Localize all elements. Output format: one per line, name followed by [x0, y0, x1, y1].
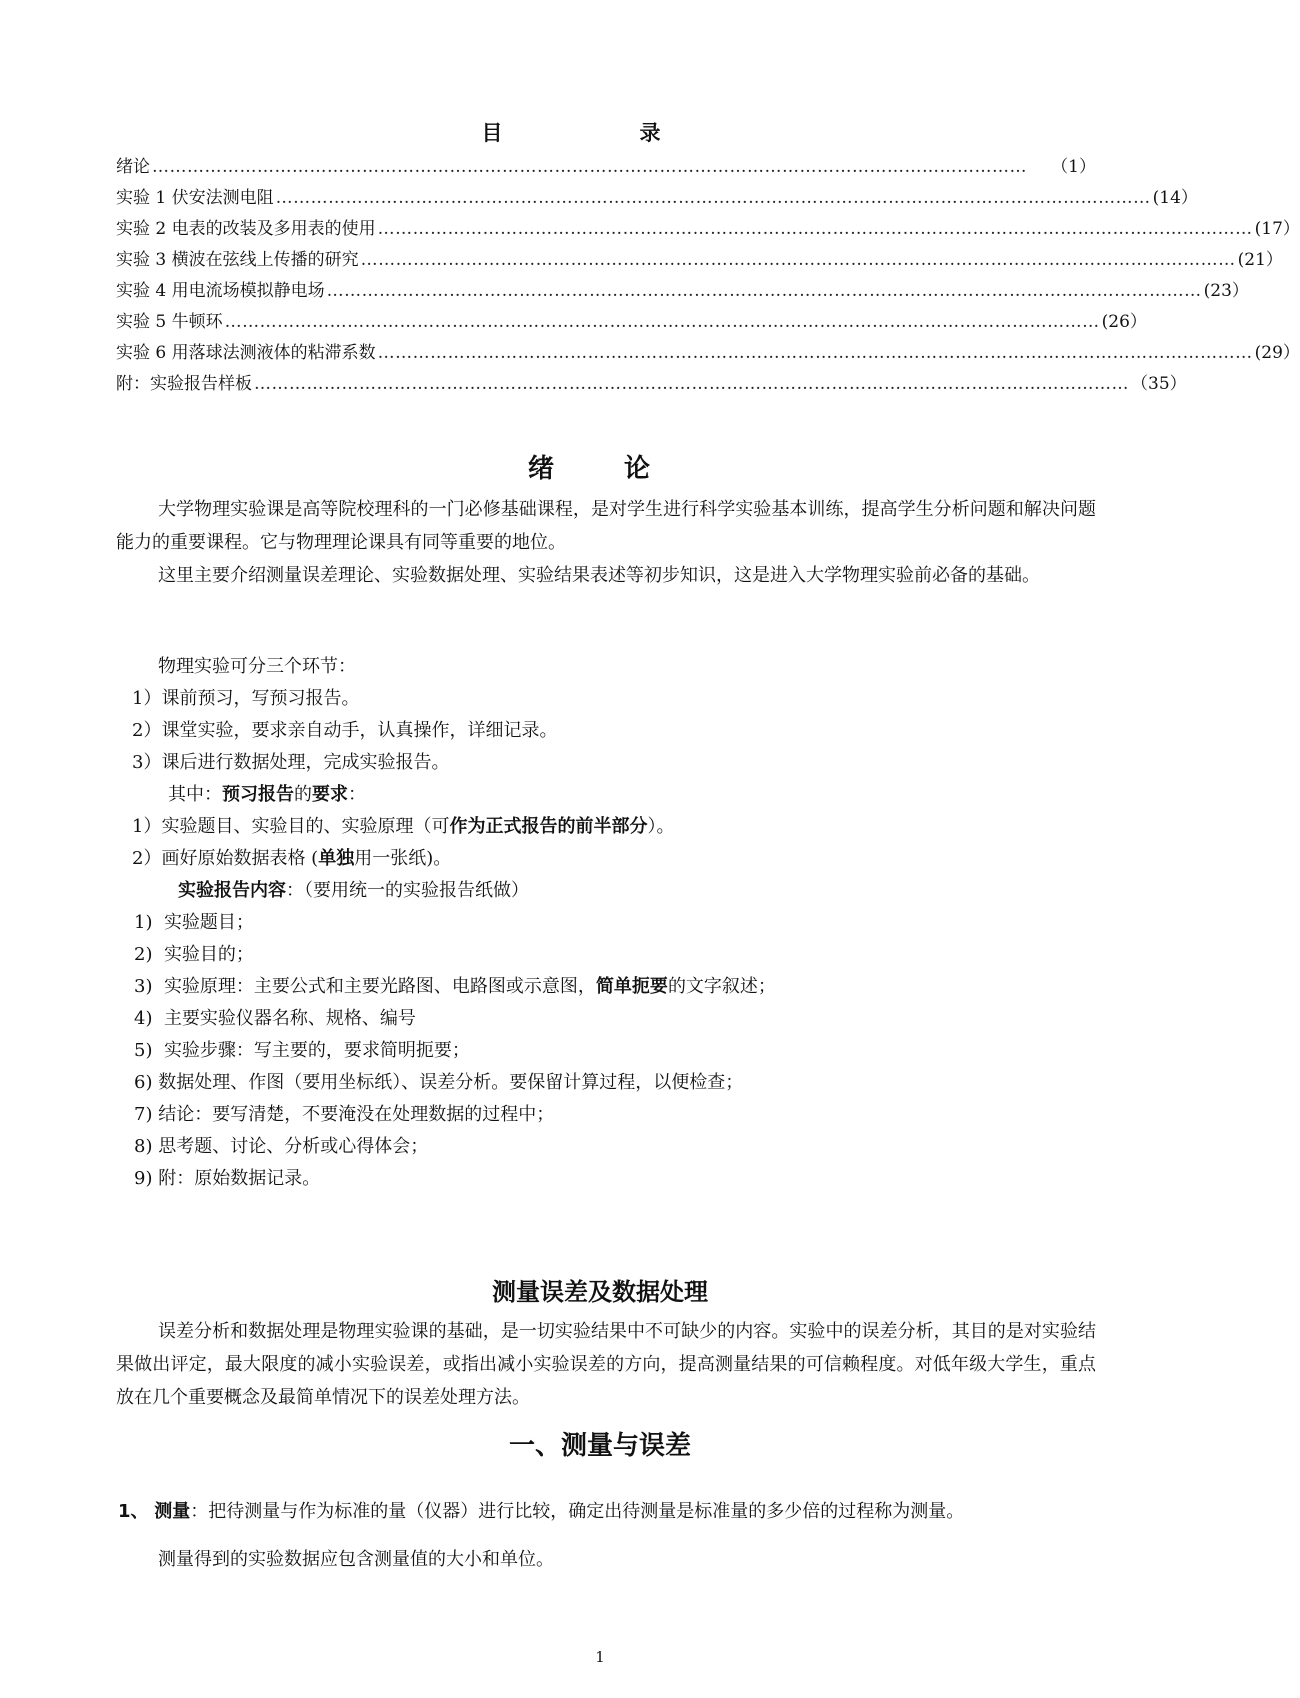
- prep-item: [132, 812, 674, 842]
- report-item-num: 7): [134, 1104, 153, 1125]
- toc-entry[interactable]: [116, 245, 1283, 276]
- toc-leader-dots: ……………………………………………………………………………………………………………………………………: [275, 188, 1151, 208]
- prep-bold-1: 预习报告: [222, 784, 294, 805]
- toc-entry-label: 实验 4 用电流场模拟静电场: [116, 281, 325, 301]
- report-item-num: 4): [134, 1008, 153, 1029]
- toc-entry[interactable]: [116, 369, 1187, 400]
- report-item: [134, 1132, 428, 1162]
- report-item: [134, 1068, 743, 1098]
- toc-entry-page: (29）: [1254, 343, 1300, 363]
- section-heading-xulun: 绪 论: [527, 454, 672, 484]
- prep-item-text: 2）画好原始数据表格 (: [132, 848, 319, 869]
- stage-item: 3）课后进行数据处理，完成实验报告。: [132, 752, 450, 773]
- stages-intro: 物理实验可分三个环节：: [158, 656, 356, 677]
- section-heading-error: 测量误差及数据处理: [492, 1278, 708, 1306]
- toc-leader-dots: ……………………………………………………………………………………………………………………………………: [377, 343, 1253, 363]
- toc-title: 目 录: [481, 121, 719, 145]
- toc-entry-page: (14）: [1152, 188, 1198, 208]
- toc-entry-label: 实验 3 横波在弦线上传播的研究: [116, 250, 359, 270]
- toc-entry-label: 实验 6 用落球法测液体的粘滞系数: [116, 343, 376, 363]
- definition-term: 测量: [154, 1501, 191, 1522]
- prep-item-bold: 作为正式报告的前半部分: [449, 816, 648, 837]
- definition-text: ：把待测量与作为标准的量（仪器）进行比较，确定出待测量是标准量的多少倍的过程称为测量。: [190, 1501, 965, 1522]
- page-number: 1: [595, 1648, 605, 1666]
- report-item: [134, 940, 254, 970]
- prep-bold-2: 要求: [312, 784, 348, 805]
- report-item: [134, 908, 254, 938]
- prep-prefix: 其中：: [168, 784, 222, 805]
- report-item-text: 结论：要写清楚，不要淹没在处理数据的过程中；: [158, 1104, 555, 1125]
- toc-entry[interactable]: [116, 276, 1249, 307]
- report-item-text: 实验原理：主要公式和主要光路图、电路图或示意图，: [163, 976, 596, 997]
- report-item-bold: 简单扼要: [595, 976, 668, 997]
- toc-entry-page: （35）: [1131, 374, 1187, 394]
- prep-item-suffix: 用一张纸)。: [354, 848, 452, 869]
- prep-item-bold: 单独: [318, 848, 355, 869]
- error-paragraph: 误差分析和数据处理是物理实验课的基础，是一切实验结果中不可缺少的内容。实验中的误差分析，其目的是对实验结果做出评定，最大限度的减小实验误差，或指出减小实验误差的方向，提高测量结果的可信赖程度。对低年级大学生，重点放在几个重要概念及最简单情况下的误差处理方法。: [116, 1321, 1096, 1408]
- report-item: [134, 1164, 320, 1194]
- report-item-num: 3): [134, 976, 153, 997]
- toc-entry-page: （1）: [1051, 157, 1096, 177]
- toc-entry[interactable]: [116, 307, 1147, 338]
- toc-entry-page: (23）: [1203, 281, 1249, 301]
- toc-entry[interactable]: [116, 338, 1300, 369]
- toc-leader-dots: ……………………………………………………………………………………………………………………………………: [326, 281, 1202, 301]
- report-content-rest: ：（要用统一的实验报告纸做）: [286, 880, 529, 901]
- report-item: [134, 972, 776, 1002]
- measurement-definition: [118, 1497, 964, 1527]
- toc-entry-label: 绪论: [116, 157, 150, 177]
- toc-entry-label: 附：实验报告样板: [116, 374, 252, 394]
- report-item-text: 数据处理、作图（要用坐标纸）、误差分析。要保留计算过程，以便检查；: [158, 1072, 744, 1093]
- stage-item: 1）课前预习，写预习报告。: [132, 688, 360, 709]
- prep-requirement-line: [168, 780, 366, 810]
- report-item: [134, 1100, 554, 1130]
- toc-entry-page: (17）: [1254, 219, 1300, 239]
- report-item-num: 9): [134, 1168, 153, 1189]
- prep-mid: 的: [294, 784, 312, 805]
- report-item-num: 6): [134, 1072, 153, 1093]
- toc-entry-page: (26）: [1101, 312, 1147, 332]
- intro-paragraph-2: 这里主要介绍测量误差理论、实验数据处理、实验结果表述等初步知识，这是进入大学物理实验前必备的基础。: [158, 565, 1040, 586]
- report-item-text: 思考题、讨论、分析或心得体会；: [158, 1136, 429, 1157]
- report-item-after: 的文字叙述；: [667, 976, 776, 997]
- toc-entry[interactable]: [116, 214, 1300, 245]
- toc-leader-dots: ……………………………………………………………………………………………………………………………………: [377, 219, 1253, 239]
- table-of-contents: [116, 152, 1300, 400]
- intro-paragraph: 大学物理实验课是高等院校理科的一门必修基础课程，是对学生进行科学实验基本训练，提高学生分析问题和解决问题能力的重要课程。它与物理理论课具有同等重要的地位。: [116, 499, 1096, 553]
- toc-entry-label: 实验 5 牛顿环: [116, 312, 223, 332]
- toc-entry-page: (21）: [1237, 250, 1283, 270]
- toc-leader-dots: ……………………………………………………………………………………………………………………………………: [360, 250, 1236, 270]
- prep-item-text: 1）实验题目、实验目的、实验原理（可: [132, 816, 450, 837]
- toc-leader-dots: ……………………………………………………………………………………………………………………………………: [224, 312, 1100, 332]
- stage-item: 2）课堂实验，要求亲自动手，认真操作，详细记录。: [132, 720, 558, 741]
- prep-item-suffix: ）。: [647, 816, 675, 837]
- section-heading-measurement: 一、测量与误差: [508, 1431, 691, 1461]
- report-item-text: 实验步骤：写主要的，要求简明扼要；: [163, 1040, 470, 1061]
- report-item-num: 5): [134, 1040, 153, 1061]
- report-content-line: [178, 876, 529, 906]
- report-item-num: 1): [134, 912, 153, 933]
- report-content-bold: 实验报告内容: [178, 880, 286, 901]
- measurement-note: 测量得到的实验数据应包含测量值的大小和单位。: [158, 1549, 554, 1570]
- report-item-text: 实验题目；: [163, 912, 254, 933]
- definition-number: 1、: [118, 1501, 149, 1522]
- prep-suffix: ：: [348, 784, 366, 805]
- toc-leader-dots: ……………………………………………………………………………………………………………………………………: [254, 374, 1129, 394]
- report-item-text: 附：原始数据记录。: [158, 1168, 321, 1189]
- toc-entry-label: 实验 2 电表的改装及多用表的使用: [116, 219, 376, 239]
- report-item-num: 2): [134, 944, 153, 965]
- report-item: [134, 1004, 416, 1034]
- report-item-text: 实验目的；: [163, 944, 254, 965]
- prep-item: [132, 844, 451, 874]
- toc-entry[interactable]: [116, 183, 1198, 214]
- report-item-num: 8): [134, 1136, 153, 1157]
- toc-entry-label: 实验 1 伏安法测电阻: [116, 188, 274, 208]
- toc-leader-dots: ……………………………………………………………………………………………………………………………………: [152, 157, 1027, 177]
- toc-entry[interactable]: [116, 152, 1096, 183]
- report-item-text: 主要实验仪器名称、规格、编号: [163, 1008, 416, 1029]
- report-item: [134, 1036, 470, 1066]
